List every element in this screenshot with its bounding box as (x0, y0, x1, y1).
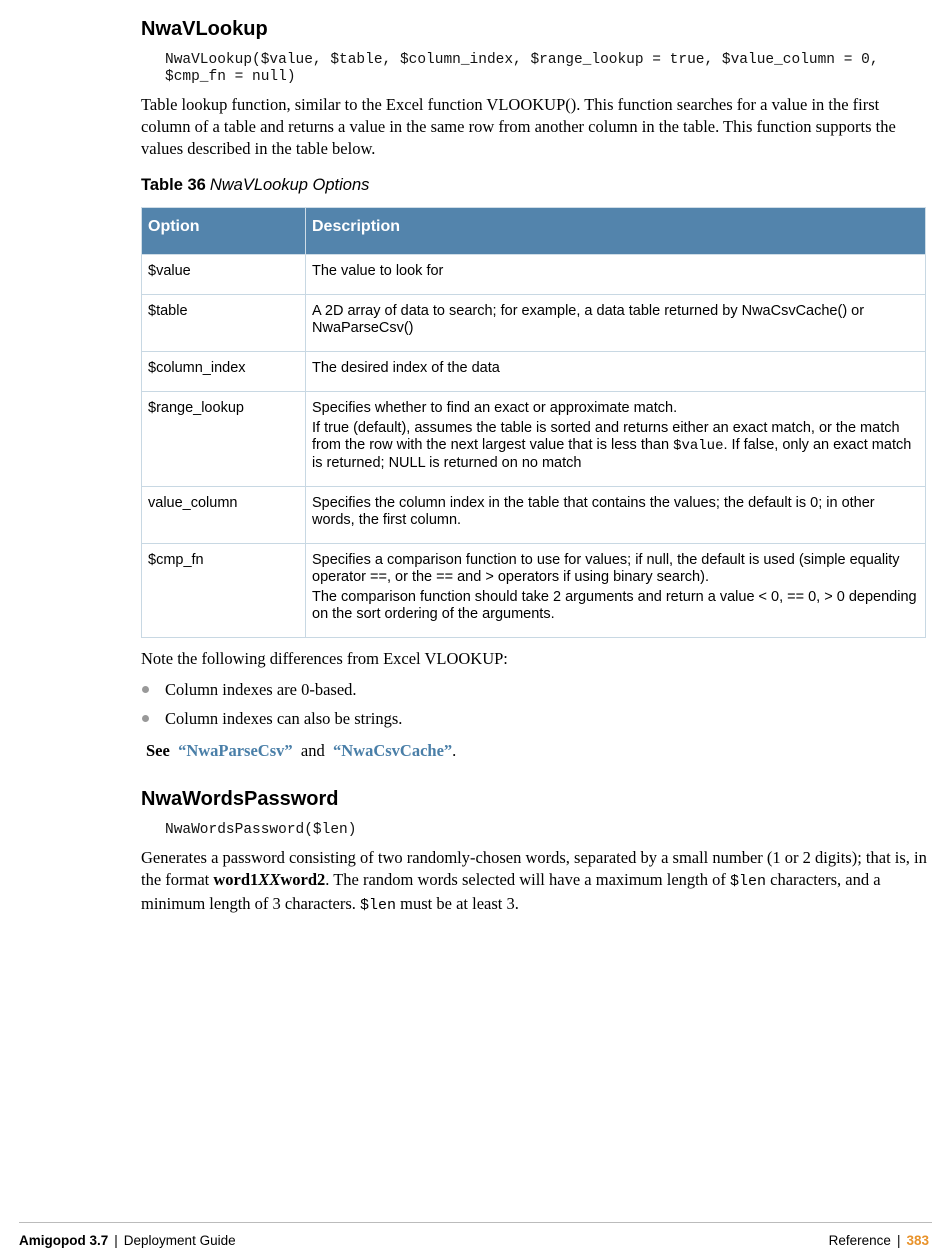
function-description (141, 847, 931, 917)
link-nwacsvcache[interactable]: “NwaCsvCache” (332, 741, 453, 760)
see-also (146, 741, 456, 761)
link-nwaparsecsv[interactable]: “NwaParseCsv” (178, 741, 293, 760)
header-option: Option (142, 208, 306, 255)
description-cell: The desired index of the data (306, 352, 926, 392)
option-cell: value_column (142, 487, 306, 544)
footer-separator: | (896, 1233, 901, 1248)
description-text: If true (default), assumes the table is sorted and returns either an exact match, or the match from the row with the next largest value that is less than (312, 420, 900, 453)
bullet-icon (142, 686, 149, 693)
list-item (141, 680, 402, 709)
format-word1: word1 (213, 870, 259, 889)
table-row (142, 544, 926, 638)
function-signature: NwaVLookup($value, $table, $column_index, $range_lookup = true, $value_column = 0, $cmp_fn = null) (165, 52, 879, 85)
page-number: 383 (906, 1233, 929, 1248)
function-description: Table lookup function, similar to the Excel function VLOOKUP(). This function searches for a value in the first column of a table and returns a value in the same row from another column in the table. This function supports the values described in the table below. (141, 95, 896, 158)
table-header-row (142, 208, 926, 255)
description-text: . If false, only an exact match is returned; NULL is returned on no match (312, 437, 912, 471)
section-heading-nwavlookup: NwaVLookup (141, 18, 268, 40)
section-heading-nwawordspassword: NwaWordsPassword (141, 788, 339, 810)
description-cell (306, 392, 926, 487)
description-text: . The random words selected will have a maximum length of (325, 870, 731, 889)
table-row (142, 487, 926, 544)
format-xx: XX (258, 870, 281, 889)
footer-guide: Deployment Guide (123, 1233, 236, 1248)
and-label: and (300, 741, 325, 760)
see-period: . (452, 741, 457, 760)
list-item-text: Column indexes are 0-based. (165, 680, 357, 699)
list-item-text: Column indexes can also be strings. (165, 709, 403, 728)
table-caption-number: Table 36 (141, 176, 206, 194)
footer-left (19, 1233, 236, 1248)
description-line: Specifies whether to find an exact or approximate match. (312, 400, 678, 416)
description-line: Specifies a comparison function to use for values; if null, the default is used (simple equality operator ==, or the == and > operators if using binary search). (312, 552, 900, 585)
footer-right (829, 1233, 929, 1248)
option-cell: $table (142, 295, 306, 352)
footer-separator: | (114, 1233, 118, 1248)
table-row (142, 255, 926, 295)
description-line: The comparison function should take 2 arguments and return a value < 0, == 0, > 0 depending on the sort ordering of the arguments. (312, 589, 917, 622)
description-cell: A 2D array of data to search; for example, a data table returned by NwaCsvCache() or NwaParseCsv() (306, 295, 926, 352)
description-text: Generates a password consisting of two randomly-chosen words, separated by a small number (1 or 2 digits); that is, in the format (141, 848, 927, 889)
table-row (142, 352, 926, 392)
footer-product: Amigopod 3.7 (19, 1233, 109, 1248)
inline-code: $len (360, 897, 397, 914)
option-cell: $range_lookup (142, 392, 306, 487)
description-line (312, 420, 919, 472)
list-item (141, 709, 402, 738)
footer-divider (19, 1222, 932, 1223)
table-row (142, 295, 926, 352)
footer-section: Reference (828, 1233, 891, 1248)
table-row (142, 392, 926, 487)
see-label: See (146, 741, 170, 760)
inline-code: $value (673, 438, 724, 454)
description-text: must be at least 3. (396, 894, 519, 913)
function-signature: NwaWordsPassword($len) (165, 822, 357, 838)
option-cell: $cmp_fn (142, 544, 306, 638)
header-description: Description (306, 208, 926, 255)
table-caption (141, 176, 369, 195)
option-cell: $column_index (142, 352, 306, 392)
description-cell: Specifies the column index in the table that contains the values; the default is 0; in other words, the first column. (306, 487, 926, 544)
option-cell: $value (142, 255, 306, 295)
options-table (141, 207, 926, 638)
description-cell: The value to look for (306, 255, 926, 295)
differences-list (141, 680, 402, 738)
table-caption-title: NwaVLookup Options (209, 176, 370, 194)
description-cell (306, 544, 926, 638)
description-text: characters, and a minimum length of 3 characters. (141, 870, 881, 913)
format-word2: word2 (280, 870, 326, 889)
bullet-icon (142, 715, 149, 722)
inline-code: $len (730, 873, 767, 890)
notes-intro: Note the following differences from Excel VLOOKUP: (141, 649, 508, 668)
